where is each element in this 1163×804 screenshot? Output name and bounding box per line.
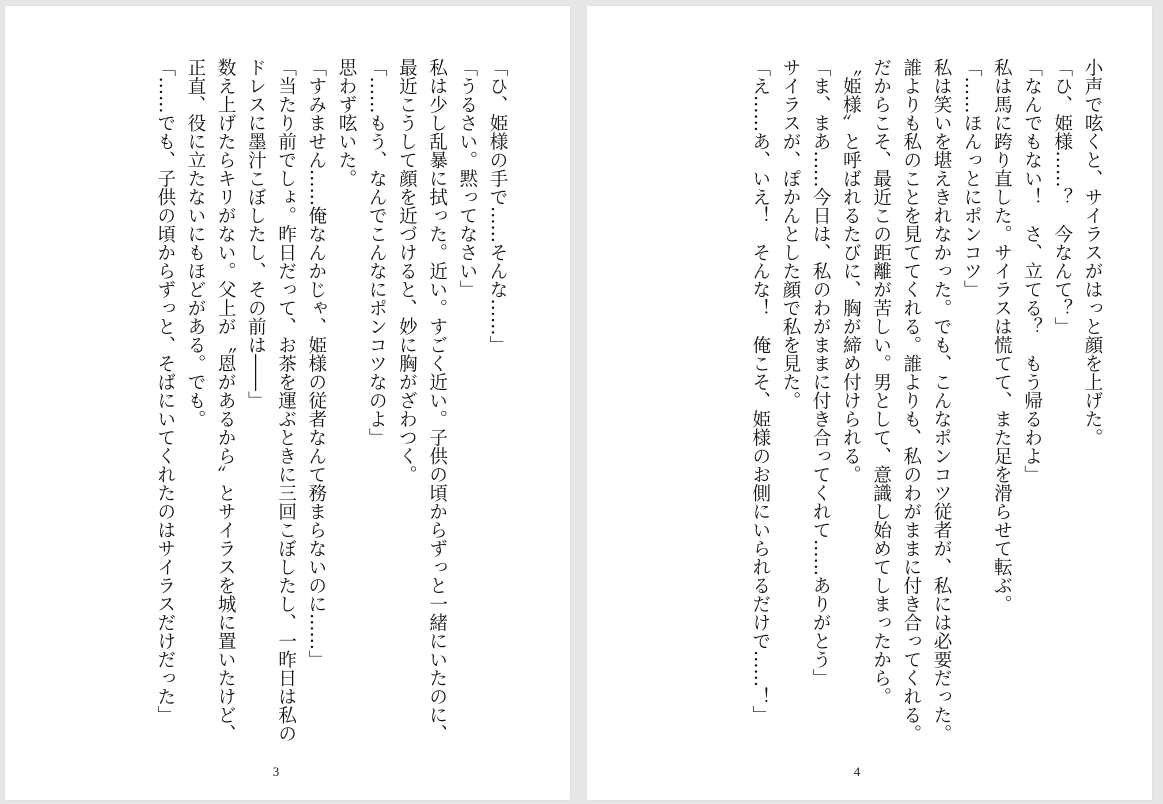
page-number: 3	[272, 764, 280, 779]
text-line: 〝姫様〟と呼ばれるたびに、胸が締め付けられる。	[840, 58, 862, 484]
text-line: だからこそ、最近この距離が苦しい。男として、意識し始めてしまったから。	[870, 58, 892, 706]
page-text-block	[150, 58, 512, 758]
text-line: 「……ほんっとにポンコツ」	[961, 58, 983, 299]
text-line: 思わず呟いた。	[335, 58, 357, 188]
text-line: 「なんでもない！ さ、立てる？ もう帰るわよ」	[1021, 58, 1043, 484]
text-line: 私は馬に跨り直した。サイラスは慌てて、また足を滑らせて転ぶ。	[991, 58, 1013, 613]
text-line: 数え上げたらキリがない。父上が〝恩があるから〟とサイラスを城に置いたけど、	[215, 58, 237, 743]
text-line: 「……もう、なんでこんなにポンコツなのよ」	[366, 58, 388, 447]
text-line: 最近こうして顔を近づけると、妙に胸がざわつく。	[396, 58, 418, 484]
text-line: サイラスが、ぽかんとした顔で私を見た。	[779, 58, 801, 410]
text-line: 小声で呟くと、サイラスがはっと顔を上げた。	[1082, 58, 1103, 447]
text-line: 「すみません……俺なんかじゃ、姫様の従者なんて務まらないのに……」	[305, 58, 327, 669]
text-line: 「ひ、姫様の手で……そんな……」	[487, 58, 508, 354]
text-line: 「ひ、姫様……？ 今なんて？」	[1051, 58, 1073, 336]
text-line: 「当たり前でしょ。昨日だって、お茶を運ぶときに三回こぼしたし、一昨日は私の	[275, 58, 297, 743]
page-number: 4	[853, 764, 861, 779]
page-text-block	[745, 58, 1107, 758]
text-line: 正直、役に立たないにもほどがある。でも。	[184, 58, 206, 428]
text-line: 私は笑いを堪えきれなかった。でも、こんなポンコツ従者が、私には必要だった。	[930, 58, 952, 743]
text-line: ドレスに墨汁こぼしたし、その前は――」	[245, 58, 267, 410]
text-line: 「うるさい。黙ってなさい」	[456, 58, 478, 299]
text-line: 私は少し乱暴に拭った。近い。すごく近い。子供の頃からずっと一緒にいたのに、	[426, 58, 448, 743]
text-line: 誰よりも私のことを見ててくれる。誰よりも、私のわがままに付き合ってくれる。	[900, 58, 922, 743]
text-line: 「え……あ、いえ！ そんな！ 俺こそ、姫様のお側にいられるだけで……！」	[749, 58, 771, 724]
text-line: 「ま、まあ……今日は、私のわがままに付き合ってくれて……ありがとう」	[810, 58, 832, 687]
text-line: 「……でも、子供の頃からずっと、そばにいてくれたのはサイラスだけだった」	[154, 58, 176, 724]
page-4	[587, 6, 1152, 800]
page-3	[5, 6, 570, 800]
